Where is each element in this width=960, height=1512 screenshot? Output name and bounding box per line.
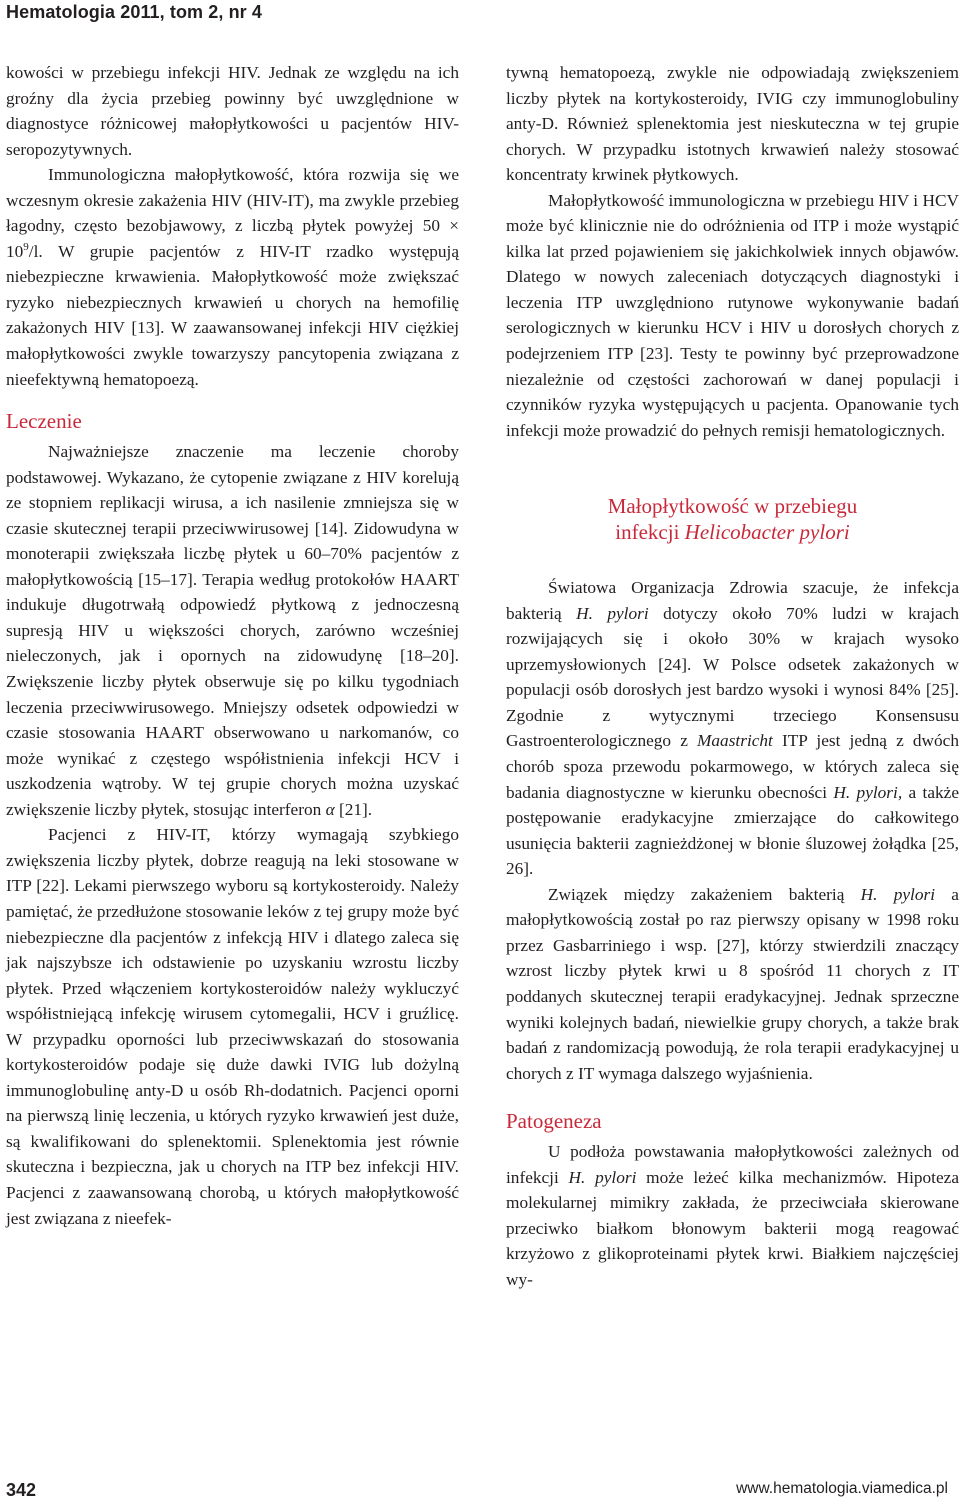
- p2-text-after-exponent: /l. W grupie pacjentów z HIV-IT rzadko występują niebezpieczne krwawienia. Małopłytkowość może zwiększać ryzyko niebezpiecznych krwawień u chorych na hemofilię zakażonych HIV [13]. W zaawansowanej infekcji HIV ciężkiej małopłytkowości zwykle towarzyszy pancytopenia związana z nieefektywną hematopoezą.: [6, 241, 459, 389]
- heading-leczenie: Leczenie: [6, 409, 82, 434]
- left-paragraph-4: Pacjenci z HIV-IT, którzy wymagają szybkiego zwiększenia liczby płytek, dobrze reagują na leki stosowane w ITP [22]. Lekami pierwszego wyboru są kortykosteroidy. Należy pamiętać, że przedłużone stosowanie leków z tej grupy może być niebezpieczne dla pacjentów z infekcją HIV i dlatego zaleca się jak najszybsze ich odstawienie po uzyskaniu wzrostu liczby płytek. Przed włączeniem kortykosteroidów należy wykluczyć współistniejącą infekcję wirusem cytomegalii, HCV i gruźlicę. W przypadku oporności lub przeciwwskazań do stosowania kortykosteroidów podaje się duże dawki IVIG lub dożylną immunoglobulinę anty-D u osób Rh-dodatnich. Pacjenci oporni na pierwszą linię leczenia, u których ryzyko krwawień jest duże, są kwalifikowani do splenektomii. Splenektomia jest równie skuteczna i bezpieczna, jak u chorych na ITP bez infekcji HIV. Pacjenci z zaawansowaną chorobą, u których małopłytkowość jest związana z nieefek-: [6, 825, 459, 1228]
- p4-hp: H. pylori: [860, 884, 936, 904]
- right-paragraph-3: [506, 575, 959, 882]
- heading-hp-line-1: Małopłytkowość w przebiegu: [607, 494, 858, 519]
- left-paragraph-3: [6, 439, 459, 822]
- p5-seg-a: U podłoża powstawania małopłytkowości zależnych od infekcji: [506, 1142, 959, 1187]
- p3-maastricht: Maastricht: [697, 731, 773, 751]
- right-column: [506, 60, 959, 1292]
- p3-seg-b: dotyczy około 70% ludzi w krajach rozwijających się i około 30% w krajach wysoko uprzemysłowionych [24]. W Polsce odsetek zakażonych w populacji osób dorosłych jest bardzo wysoki i wynosi 84% [25]. Zgodnie z wytycznymi trzeciego Konsensusu Gastroenterologicznego z: [506, 603, 959, 751]
- p3-seg-d: a także postępowanie eradykacyjne zmierzające do całkowitego usunięcia bakterii zagnieżdżonej w błonie śluzowej żołądka [25, 26].: [506, 782, 959, 879]
- p3-seg-c: ITP jest jedną z dwóch chorób spoza przewodu pokarmowego, w których zaleca się badania diagnostyczne w kierunku obecności: [506, 731, 959, 802]
- p3-text-tail: [21].: [334, 799, 373, 819]
- running-head: Hematologia 2011, tom 2, nr 4: [6, 2, 262, 22]
- p5-hp: H. pylori: [568, 1167, 637, 1187]
- p2-exponent: 9: [23, 241, 29, 254]
- p5-seg-b: może leżeć kilka mechanizmów. Hipoteza molekularnej mimikry zakłada, że przeciwciała skierowane przeciwko białkom błonowym bakterii mogą reagować krzyżowo z glikoproteinami płytek krwi. Białkiem najczęściej wy-: [506, 1167, 959, 1289]
- p3-text-main: Najważniejsze znaczenie ma leczenie choroby podstawowej. Wykazano, że cytopenie związane z HIV korelują ze stopniem replikacji wirusa, a ich nasilenie zmniejsza się w czasie skutecznej terapii przeciwwirusowej [14]. Zidowudyna w monoterapii zwiększała liczbę płytek u 60–70% pacjentów z małopłytkowością [15–17]. Terapia według protokołów HAART indukuje długotrwałą odpowiedź płytkową z jednoczesną supresją HIV u większości chorych, zarówno wcześniej nieleczonych, jak i opornych na zidowudynę [18–20]. Zwiększenie liczby płytek obserwuje się po kilku tygodniach leczenia przeciwwirusowego. Mniejszy odsetek odpowiedzi w czasie stosowania HAART obserwowano u narkomanów, co może wynikać z częstego współistnienia infekcji HCV i uszkodzenia wątroby. W tej grupie chorych można uzyskać zwiększenie liczby płytek, stosując interferon: [6, 442, 459, 819]
- p3-hp-2: H. pylori,: [833, 782, 903, 802]
- heading-helicobacter: [506, 493, 959, 545]
- p3-hp-1: H. pylori: [576, 603, 649, 623]
- right-paragraph-2: Małopłytkowość immunologiczna w przebiegu HIV i HCV może być klinicznie nie do odróżnienia od ITP i może wystąpić kilka lat przed pojawieniem się jakichkolwiek innych objawów. Dlatego w nowych zaleceniach dotyczących diagnostyki i leczenia ITP uwzględniono rutynowe wykonywanie badań serologicznych w kierunku HCV i HIV u dorosłych chorych z podejrzeniem ITP [23]. Testy te powinny być przeprowadzone niezależnie od częstości zachorowań w danej populacji i czynników ryzyka występujących u pacjenta. Opanowanie tych infekcji może prowadzić do pełnych remisji hematologicznych.: [506, 190, 959, 440]
- left-paragraph-1: kowości w przebiegu infekcji HIV. Jednak ze względu na ich groźny dla życia przebieg powinny być uwzględnione w diagnostyce różnicowej małopłytkowości u pacjentów HIV-seropozytywnych.: [6, 63, 459, 159]
- alpha-symbol: α: [325, 799, 335, 819]
- p2-text-before-exponent: Immunologiczna małopłytkowość, która rozwija się we wczesnym okresie zakażenia HIV (HIV-IT), ma zwykle przebieg łagodny, często bezobjawowy, z liczbą płytek powyżej 50 × 10: [6, 165, 459, 261]
- right-paragraph-5: [506, 1139, 959, 1292]
- p4-seg-b: a małopłytkowością został po raz pierwszy opisany w 1998 roku przez Gasbarriniego i wsp. [27], którzy stwierdzili znaczący wzrost liczby płytek krwi u 8 spośród 11 chorych z IT poddanych skutecznej terapii eradykacyjnej. Jednak sprzeczne wyniki kolejnych badań, niewielkie grupy chorych, a także brak badań z randomizacją powodują, że rola terapii eradykacyjnej u chorych z IT wymaga dalszego wyjaśnienia.: [506, 884, 959, 1083]
- journal-url[interactable]: www.hematologia.viamedica.pl: [736, 1480, 948, 1497]
- right-paragraph-4: [506, 882, 959, 1086]
- left-column: [6, 60, 459, 1231]
- page-number: 342: [6, 1480, 37, 1500]
- right-paragraph-1: tywną hematopoezą, zwykle nie odpowiadają zwiększeniem liczby płytek na kortykosteroidy, IVIG czy immunoglobuliny anty-D. Również splenektomia jest nieskuteczna w tej grupie chorych. W przypadku istotnych krwawień należy stosować koncentraty krwinek płytkowych.: [506, 63, 959, 185]
- p4-seg-a: Związek między zakażeniem bakterią: [548, 884, 861, 904]
- p3-seg-a: Światowa Organizacja Zdrowia szacuje, że infekcja bakterią: [506, 578, 959, 623]
- heading-hp-line-2-italic: Helicobacter pylori: [684, 520, 850, 545]
- heading-patogeneza: Patogeneza: [506, 1109, 602, 1134]
- left-paragraph-2: [6, 162, 459, 392]
- heading-hp-line-2-prefix: infekcji: [615, 520, 685, 545]
